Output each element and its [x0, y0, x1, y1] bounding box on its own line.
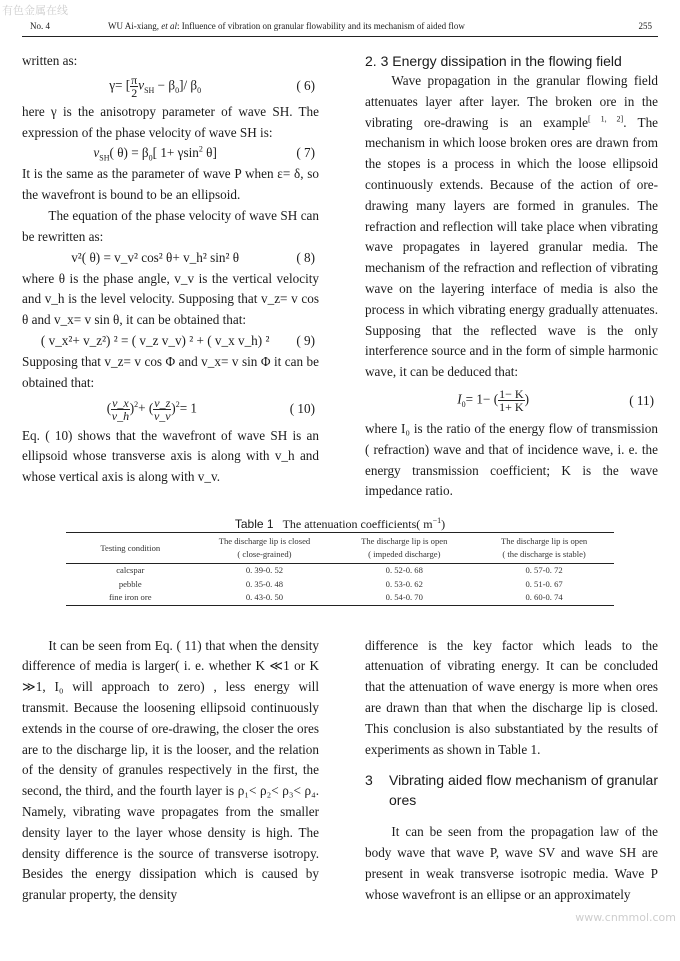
equation-9-body: ( v_x²+ v_z²) ² = ( v_z v_v) ² + ( v_x v_h) ²	[40, 333, 270, 349]
eq10-tail: = 1	[179, 400, 198, 416]
header-line: ( impeded discharge)	[368, 549, 441, 560]
paragraph: written as:	[22, 53, 78, 68]
table-cell: 0. 54-0. 70	[334, 591, 474, 605]
paragraph	[365, 71, 658, 383]
paragraph: Eq. ( 10) shows that the wavefront of wave SH is an ellipsoid whose transverse axis is along with v_h and whose vertical axis is along with v_v.	[22, 427, 319, 485]
eq10-fraction-2	[153, 397, 171, 422]
attenuation-table	[66, 532, 614, 606]
table-cell: 0. 57-0. 72	[525, 565, 563, 576]
table-row	[66, 578, 614, 592]
eq11-sub: 0	[461, 400, 466, 410]
eq11-frac-num: 1− K	[499, 387, 524, 402]
eq6-lhs: γ= [	[109, 77, 131, 93]
header-line: ( close-grained)	[237, 549, 292, 560]
equation-10	[22, 394, 319, 426]
table-header	[334, 533, 474, 564]
header-line: ( the discharge is stable)	[502, 549, 586, 560]
eq10-fraction-1	[111, 397, 130, 422]
paragraph: It is the same as the parameter of wave P when ε= δ, so the wavefront is bound to be an ellipsoid.	[22, 166, 319, 203]
running-header	[22, 18, 658, 37]
eq11-end: )	[524, 391, 529, 407]
equation-11	[365, 383, 658, 419]
running-title-text: : Influence of vibration on granular flowability and its mechanism of aided flow	[177, 21, 465, 31]
eq6-v: v	[138, 77, 145, 93]
table-cell: 0. 51-0. 67	[525, 578, 563, 589]
table-title-end: )	[441, 517, 446, 532]
section-heading	[365, 770, 658, 810]
paragraph: difference is the key factor which leads to the attenuation of vibrating energy. It can be concluded that the attenuation of wave energy is more when ores are drawn than that when the discharge lip is closed. This conclusion is also substantiated by the results of experiments as shown in Table 1.	[365, 637, 658, 757]
table-cell: 0. 43-0. 50	[195, 591, 335, 605]
issue-number: No. 4	[30, 21, 50, 31]
header-line: The discharge lip is closed	[218, 536, 311, 547]
paragraph: Supposing that v_z= v cos Φ and v_x= v sin Φ it can be obtained that:	[22, 353, 319, 390]
eq6-sub2: 0	[175, 86, 180, 96]
table-cell: calcspar	[116, 565, 145, 576]
table-cell: fine iron ore	[66, 591, 195, 605]
paragraph: It can be seen from the propagation law of the body wave that wave P, wave SV and wave SH are present in weak transverse isotropic media. Wave P whose wavefront is an ellipse or an approximately	[365, 824, 658, 902]
eq10-f2-den: v_v	[153, 409, 171, 424]
eq7-rest: ( θ) = β	[109, 145, 149, 161]
eq11-mid: = 1− (	[465, 391, 499, 407]
table-row	[66, 591, 614, 605]
section-heading: 2. 3 Energy dissipation in the flowing field	[365, 53, 622, 69]
equation-10-body: ( $\frac{v\_x}{v\_h}$ )$^2$+ ( $\frac{v\_z}{v\_v}$ )$^2$= 1	[106, 396, 198, 424]
eq6-sub3: 0	[197, 86, 202, 96]
section-title: Vibrating aided flow mechanism of granular ores	[389, 772, 658, 809]
eq11-frac-den: 1+ K	[499, 400, 524, 415]
paragraph-text: Wave propagation in the granular flowing field attenuates layer after layer. The broken ore in the vibrating ore-drawing is an example	[365, 73, 658, 130]
eq10-f2-num: v_z	[154, 396, 171, 411]
paragraph: The equation of the phase velocity of wave SH can be rewritten as:	[22, 207, 319, 244]
table-cell: pebble	[118, 578, 142, 589]
equation-number: ( 9)	[296, 333, 315, 349]
eq10-f1-num: v_x	[112, 396, 129, 411]
table-1	[66, 516, 614, 606]
watermark-url: www.cnmmol.com	[575, 911, 676, 924]
paragraph: where θ is the phase angle, v_v is the vertical velocity and v_h is the level velocity. Supposing that v_z= v cos θ and v_x= v sin θ, it can be obtained that:	[22, 270, 319, 328]
table-label: Table 1	[234, 517, 274, 532]
equation-7-body	[22, 143, 288, 164]
equation-8	[22, 248, 319, 269]
section-number: 3	[365, 772, 373, 789]
equation-number: ( 10)	[289, 401, 315, 417]
bottom-left-column	[22, 636, 319, 906]
table-caption	[66, 516, 614, 532]
eq11-fraction	[498, 388, 524, 413]
equation-6	[22, 72, 319, 102]
running-title	[50, 18, 639, 31]
equation-number: ( 6)	[296, 78, 315, 94]
paragraph: here γ is the anisotropy parameter of wave SH. The expression of the phase velocity of wave SH is:	[22, 103, 319, 140]
table-header	[195, 533, 335, 564]
bottom-right-column	[365, 636, 658, 906]
table-cell: 0. 35-0. 48	[245, 578, 284, 589]
right-column	[365, 51, 658, 502]
equation-9	[22, 331, 319, 352]
header-line: The discharge lip is open	[361, 536, 448, 547]
eq7-end: θ]	[202, 145, 217, 161]
equation-number: ( 8)	[296, 249, 315, 265]
table-title: The attenuation coefficients( m	[282, 517, 433, 532]
table-header-row	[66, 533, 614, 564]
eq6-end: ]/ β	[179, 77, 198, 93]
equation-8-body: v²( θ) = v_v² cos² θ+ v_h² sin² θ	[71, 249, 240, 265]
top-columns	[22, 51, 658, 502]
table-cell: 0. 39-0. 52	[245, 565, 284, 576]
equation-7	[22, 143, 319, 164]
paragraph: It can be seen from Eq. ( 11) that when the density difference of media is larger( i. e. whether K ≪1 or K ≫1, I₀ will approach to zero) , less energy will transmit. Because the loosening ellipsoid continuously extends in the course of ore-drawing, the closer the ores are to the discharge lip, it is the looser, and the relation of the density of granules respectively in the first, the second, the third, and the fourth layer is ρ₁< ρ₂< ρ₃< ρ₄. Namely, vibrating wave propagates from the smaller density layer to the layer whose density is high. The density difference is the source of transverse isotropy. Besides the energy dissipation which is caused by granular property, the density	[22, 637, 319, 903]
eq11-lhs: I	[457, 391, 462, 407]
running-title-authors: WU Ai-xiang,	[108, 21, 162, 31]
eq10-f1-den: v_h	[111, 409, 130, 424]
table-header	[66, 533, 195, 564]
eq6-tail: − β	[154, 77, 176, 93]
equation-number: ( 11)	[629, 392, 654, 408]
left-column	[22, 51, 319, 502]
table-row	[66, 564, 614, 578]
citation: [ 1, 2]	[587, 114, 624, 124]
eq7-sup: 2	[198, 145, 203, 155]
eq6-fraction	[130, 74, 138, 99]
table-cell: 0. 52-0. 68	[385, 565, 423, 576]
header-line: Testing condition	[100, 542, 161, 553]
eq6-frac-num: π	[131, 73, 138, 88]
table-cell: 0. 53-0. 62	[385, 578, 423, 589]
header-line: The discharge lip is open	[500, 536, 588, 547]
paragraph-text: . The mechanism in which loose broken ores are drawn from the stopes is a process in which the loose ellipsoid continuously extends. Because of the action of ore-drawing many layers are formed in granules. The refraction and reflection will take place when vibrating wave propagates in layered granular media. The mechanism of the refraction and reflection of vibrating wave on the layering interface of media is also the process in which vibrating energy gradually attenuates. Supposing that the reflected wave is the only interference source and in the form of simple harmonic wave, it can be deduced that:	[365, 114, 659, 380]
equation-6-body	[22, 74, 288, 99]
eq7-sub: SH	[99, 154, 110, 164]
table-title-sup: −1	[432, 516, 442, 526]
eq7-sub2: 0	[148, 154, 153, 164]
running-title-etal: et al	[161, 21, 177, 31]
page-number: 255	[638, 21, 652, 31]
table-cell: 0. 60-0. 74	[474, 591, 614, 605]
paragraph: where I₀ is the ratio of the energy flow of transmission ( refraction) wave and that of incidence wave, i. e. the energy transmission coefficient; K is the wave impedance ratio.	[365, 420, 658, 499]
equation-11-body	[365, 388, 621, 413]
eq6-frac-den: 2	[131, 86, 138, 101]
bottom-columns	[22, 636, 658, 906]
equation-number: ( 7)	[296, 145, 315, 161]
table-header	[474, 533, 614, 564]
watermark-cn: 有色金属在线	[2, 4, 68, 17]
eq6-sub: SH	[144, 86, 155, 96]
eq7-v: v	[93, 145, 100, 161]
eq7-tail: [ 1+ γsin	[152, 145, 199, 161]
